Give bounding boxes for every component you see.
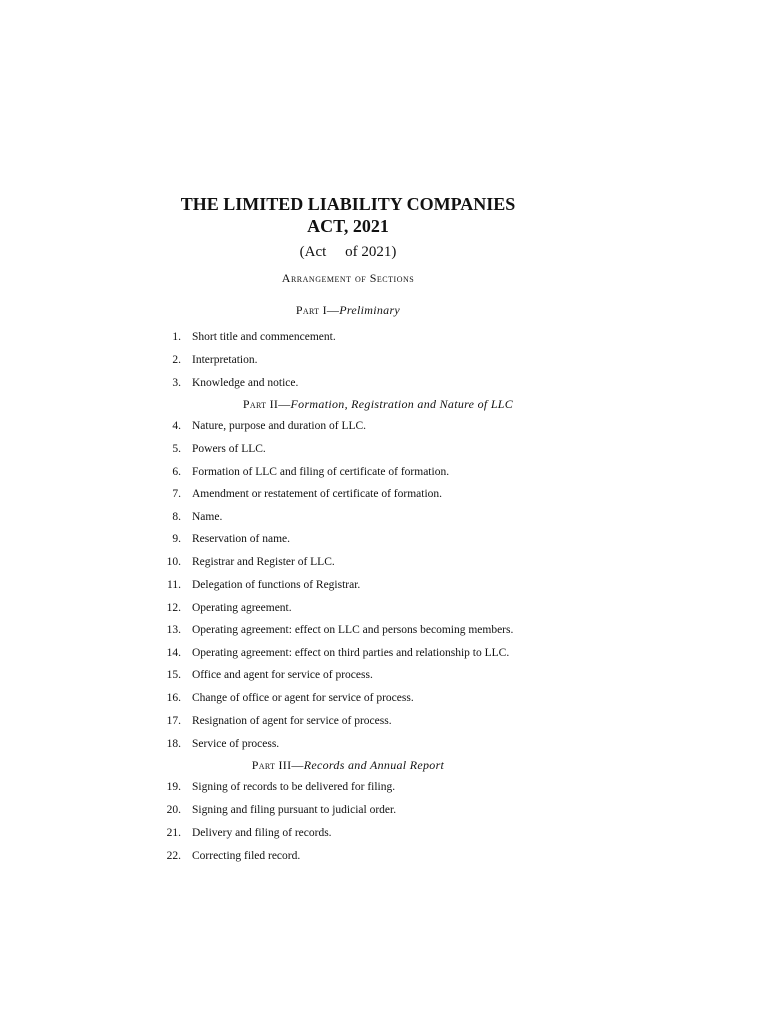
- part-name: Formation, Registration and Nature of LLC: [290, 397, 514, 411]
- section-number: 10.: [166, 556, 181, 568]
- title-line-1: THE LIMITED LIABILITY COMPANIES: [180, 194, 516, 214]
- part-heading-2: [180, 397, 576, 412]
- section-item: [150, 442, 570, 456]
- section-item: [150, 532, 570, 546]
- section-item: [150, 555, 570, 569]
- section-number: 9.: [172, 533, 181, 545]
- section-number: 8.: [172, 511, 181, 523]
- section-number: 5.: [172, 443, 181, 455]
- section-number: 7.: [172, 488, 181, 500]
- section-item: [150, 487, 570, 501]
- section-item: [150, 601, 570, 615]
- section-number: 16.: [166, 692, 181, 704]
- section-number: 18.: [166, 738, 181, 750]
- section-number: 19.: [166, 781, 181, 793]
- section-title: Powers of LLC.: [192, 443, 266, 455]
- section-item: [150, 646, 570, 660]
- section-title: Reservation of name.: [192, 533, 291, 545]
- section-item: [150, 803, 570, 817]
- section-title: Nature, purpose and duration of LLC.: [192, 420, 367, 432]
- section-number: 15.: [166, 669, 181, 681]
- section-title: Name.: [192, 511, 223, 523]
- section-number: 22.: [166, 850, 181, 862]
- section-title: Office and agent for service of process.: [192, 669, 373, 681]
- section-item: [150, 668, 570, 682]
- section-number: 13.: [166, 624, 181, 636]
- part-label: Part III: [251, 758, 292, 772]
- section-item: [150, 780, 570, 794]
- section-title: Interpretation.: [192, 354, 258, 366]
- document-title: [150, 193, 546, 237]
- section-title: Registrar and Register of LLC.: [192, 556, 335, 568]
- section-title: Short title and commencement.: [192, 331, 336, 343]
- section-number: 1.: [172, 331, 181, 343]
- section-item: [150, 849, 570, 863]
- part-name: Preliminary: [339, 303, 401, 317]
- section-number: 17.: [166, 715, 181, 727]
- section-number: 2.: [172, 354, 181, 366]
- section-item: [150, 376, 570, 390]
- section-item: [150, 714, 570, 728]
- section-title: Delivery and filing of records.: [192, 827, 332, 839]
- part-dash: —: [326, 303, 340, 317]
- section-title: Resignation of agent for service of process.: [192, 715, 392, 727]
- section-title: Operating agreement: effect on LLC and persons becoming members.: [192, 624, 514, 636]
- section-title: Operating agreement.: [192, 602, 292, 614]
- section-number: 4.: [172, 420, 181, 432]
- section-item: [150, 419, 570, 433]
- part-name: Records and Annual Report: [303, 758, 445, 772]
- section-title: Correcting filed record.: [192, 850, 301, 862]
- section-title: Signing and filing pursuant to judicial order.: [192, 804, 397, 816]
- section-item: [150, 510, 570, 524]
- section-number: 14.: [166, 647, 181, 659]
- section-title: Signing of records to be delivered for filing.: [192, 781, 396, 793]
- section-number: 3.: [172, 377, 181, 389]
- part-heading-1: [150, 303, 546, 318]
- part-dash: —: [291, 758, 304, 772]
- section-number: 20.: [166, 804, 181, 816]
- part-label: Part II: [242, 397, 279, 411]
- section-title: Delegation of functions of Registrar.: [192, 579, 361, 591]
- section-title: Service of process.: [192, 738, 280, 750]
- part-dash: —: [278, 397, 291, 411]
- part-heading-3: [150, 758, 546, 773]
- section-item: [150, 353, 570, 367]
- section-title: Operating agreement: effect on third parties and relationship to LLC.: [192, 647, 510, 659]
- section-title: Change of office or agent for service of process.: [192, 692, 414, 704]
- act-number: (Act of 2021): [299, 244, 397, 260]
- arrangement-heading: Arrangement of Sections: [281, 271, 415, 285]
- section-item: [150, 330, 570, 344]
- section-title: Formation of LLC and filing of certificate of formation.: [192, 466, 450, 478]
- section-item: [150, 578, 570, 592]
- section-number: 6.: [172, 466, 181, 478]
- section-item: [150, 737, 570, 751]
- title-line-2: ACT, 2021: [307, 216, 389, 236]
- section-number: 21.: [166, 827, 181, 839]
- section-number: 11.: [167, 579, 181, 591]
- section-item: [150, 826, 570, 840]
- section-title: Amendment or restatement of certificate of formation.: [192, 488, 443, 500]
- section-item: [150, 465, 570, 479]
- section-number: 12.: [166, 602, 181, 614]
- section-item: [150, 691, 570, 705]
- part-label: Part I: [295, 303, 327, 317]
- section-title: Knowledge and notice.: [192, 377, 299, 389]
- section-item: [150, 623, 570, 637]
